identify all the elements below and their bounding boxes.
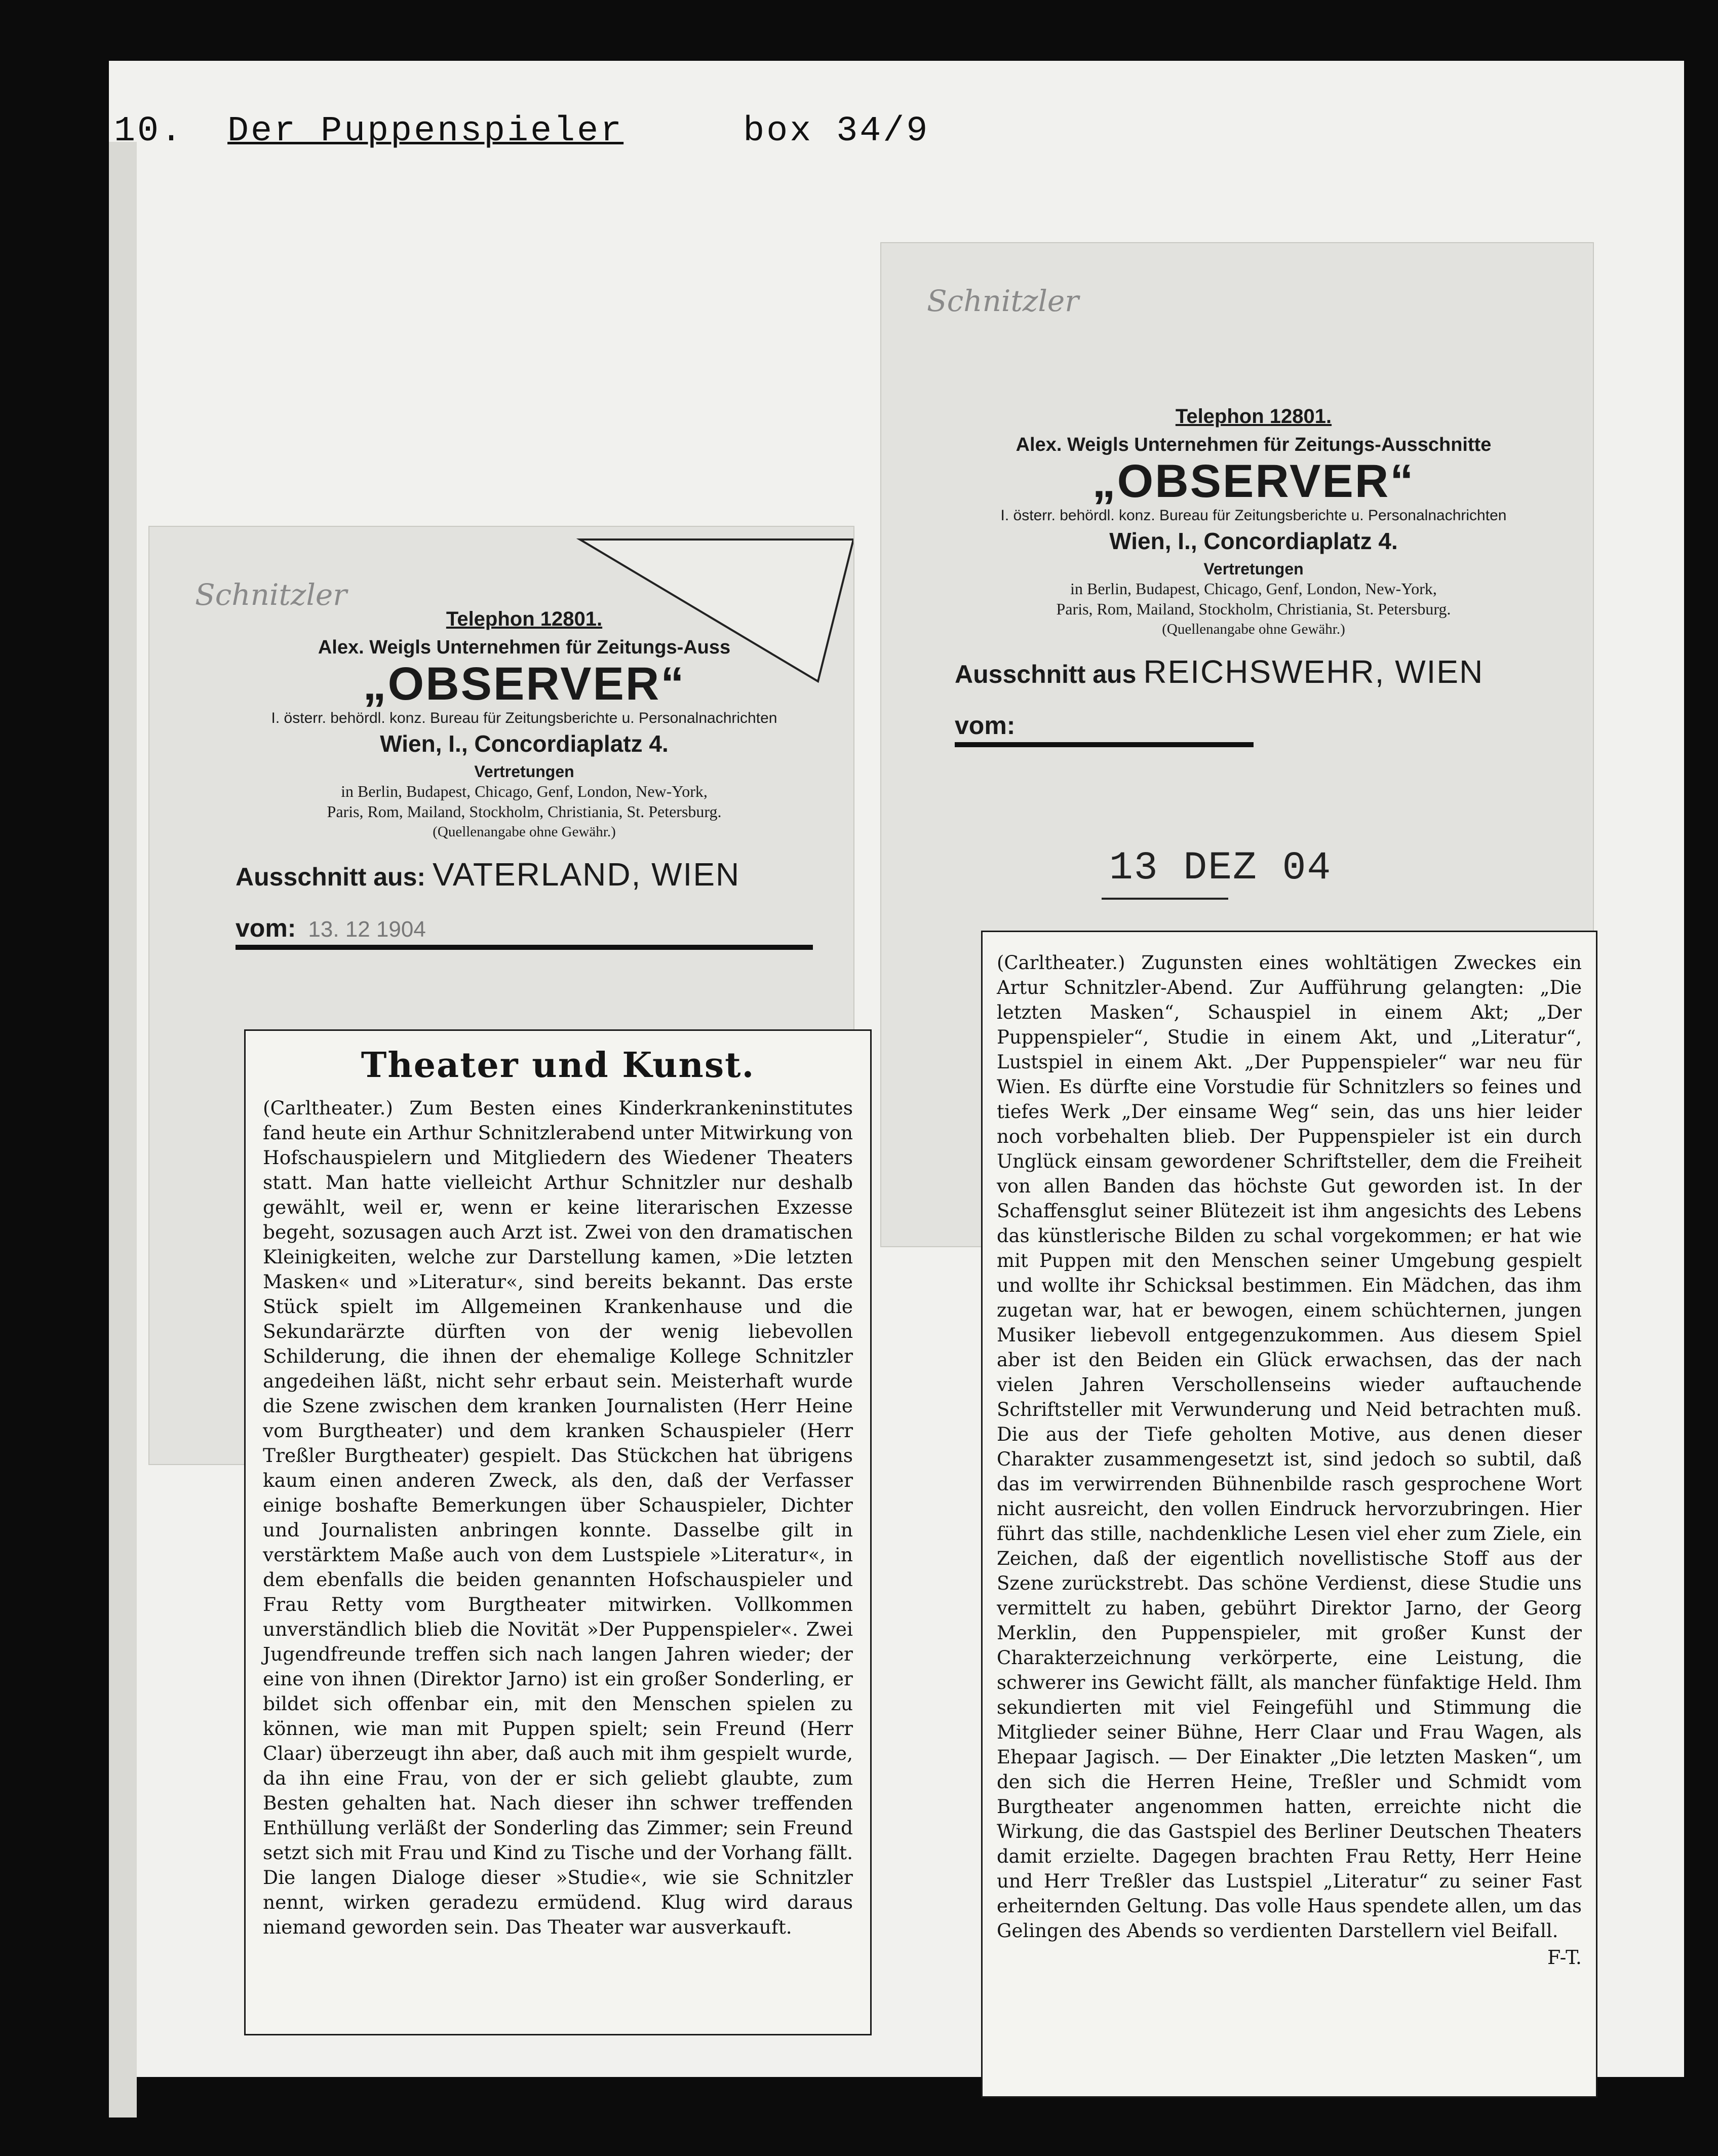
stamp-address: Wien, I., Concordiaplatz 4. <box>1109 528 1398 555</box>
stamp-cities-2: Paris, Rom, Mailand, Stockholm, Christiania, St. Petersburg. <box>327 802 722 821</box>
article-title: Theater und Kunst. <box>361 1045 755 1086</box>
ausschnitt-label: Ausschnitt aus <box>955 660 1137 689</box>
stamp-quelle: (Quellenangabe ohne Gewähr.) <box>433 824 616 840</box>
newspaper-name: VATERLAND, WIEN <box>432 856 740 893</box>
stamp-source <box>955 653 1552 690</box>
archive-header <box>114 111 929 151</box>
stamp-cities-1: in Berlin, Budapest, Chicago, Genf, London, New-York, <box>1070 580 1437 598</box>
stamp-rule <box>955 742 1254 747</box>
vom-label: vom: <box>955 711 1016 740</box>
stamp-source <box>236 856 813 893</box>
stamp-telephone: Telephon 12801. <box>1175 405 1332 428</box>
stamp-observer-name: „OBSERVER“ <box>1092 455 1415 507</box>
stamp-vom <box>236 913 813 943</box>
stamp-vertretungen: Vertretungen <box>1203 560 1304 579</box>
right-article <box>983 932 1596 2096</box>
right-observer-stamp <box>955 405 1552 747</box>
article-author: F-T. <box>1547 1946 1582 1969</box>
folded-corner <box>570 529 853 783</box>
newspaper-name: REICHSWEHR, WIEN <box>1143 653 1484 690</box>
adjacent-sheet-edge <box>109 142 137 2118</box>
right-clipping-signature: Schnitzler <box>927 284 1079 318</box>
left-article <box>246 1031 870 2034</box>
folder-number: 10. <box>114 111 184 151</box>
stamp-cities-1: in Berlin, Budapest, Chicago, Genf, London, New-York, <box>341 782 708 801</box>
archive-sheet <box>109 61 1684 2077</box>
stamp-observer-name: „OBSERVER“ <box>363 658 686 710</box>
stamp-cities-2: Paris, Rom, Mailand, Stockholm, Christiania, St. Petersburg. <box>1056 600 1451 619</box>
folder-title: Der Puppenspieler <box>227 111 624 151</box>
stamp-bureau: I. österr. behördl. konz. Bureau für Zeitungsberichte u. Personalnachrichten <box>1000 507 1507 524</box>
stamp-rule <box>236 945 813 950</box>
ausschnitt-label: Ausschnitt aus: <box>236 863 426 892</box>
stamp-address: Wien, I., Concordiaplatz 4. <box>380 730 669 757</box>
stamp-vertretungen: Vertretungen <box>474 762 574 781</box>
box-reference: box 34/9 <box>743 111 930 151</box>
stamp-firm: Alex. Weigls Unternehmen für Zeitungs-Ausschnitte <box>1016 434 1492 455</box>
left-clipping-signature: Schnitzler <box>195 578 347 612</box>
article-body: (Carltheater.) Zum Besten eines Kinderkrankeninstitutes fand heute ein Arthur Schnitzlerabend unter Mitwirkung von Hofschauspielern und Mitgliedern des Wiedener Theaters statt. Man hatte vielleicht Arthur Schnitzler nur deshalb gewählt, weil er, wenn er keine literarischen Exzesse begeht, sozusagen auch Arzt ist. Zwei von den dramatischen Kleinigkeiten, welche zur Darstellung kamen, »Die letzten Masken« und »Literatur«, sind bereits bekannt. Das erste Stück spielt im Allgemeinen Krankenhause und die Sekundarärzte dürften von der wenig liebevollen Schilderung, die ihnen der ehemalige Kollege Schnitzler angedeihen läßt, nicht sehr erbaut sein. Meisterhaft wurde die Szene zwischen dem kranken Journalisten (Herr Heine vom Burgtheater) und dem kranken Schauspieler (Herr Treßler Burgtheater) gespielt. Das Stückchen hat übrigens kaum einen anderen Zweck, als den, daß der Verfasser einige boshafte Bemerkungen über Schauspieler, Dichter und Journalisten anbringen konnte. Dasselbe gilt in verstärktem Maße auch von dem Lustspiele »Literatur«, in dem ebenfalls die beiden genannten Hofschauspieler und Frau Retty vom Burgtheater mitwirken. Vollkommen unverständlich blieb die Novität »Der Puppenspieler«. Zwei Jugendfreunde treffen sich nach langen Jahren wieder; der eine von ihnen (Direktor Jarno) ist ein großer Sonderling, er bildet sich offenbar ein, mit den Menschen spielen zu können, wie man mit Puppen spielt; sein Freund (Herr Claar) überzeugt ihn aber, daß auch mit ihm gespielt wurde, da ihn eine Frau, von der er sich geliebt glaubte, zum Besten gehalten hat. Nach dieser ihn schwer treffenden Enthüllung verläßt der Sonderling das Zimmer; sein Freund setzt sich mit Frau und Kind zu Tische und der Vorhang fällt. Die langen Dialoge dieser »Studie«, wie sie Schnitzler nennt, wirken geradezu ermüdend. Klug wird daraus niemand geworden sein. Das Theater war ausverkauft. <box>263 1097 853 1938</box>
stamp-telephone: Telephon 12801. <box>446 608 603 630</box>
article-body: (Carltheater.) Zugunsten eines wohltätigen Zweckes ein Artur Schnitzler-Abend. Zur Aufführung gelangten: „Die letzten Masken“, Schauspiel in einem Akt; „Der Puppenspieler“, Studie in einem Akt, und „Literatur“, Lustspiel in einem Akt. „Der Puppenspieler“ war neu für Wien. Es dürfte eine Vorstudie für Schnitzlers so feines und tiefes Werk „Der einsame Weg“ sein, das uns hier leider noch vorbehalten blieb. Der Puppenspieler ist ein durch Unglück einsam gewordener Schriftsteller, dem die Freiheit von allen Banden das höchste Gut geworden ist. In der Schaffensglut seiner Blütezeit ist ihm angesichts des Lebens das künstlerische Bilden zu schal vorgekommen; er hat wie mit Puppen mit den Menschen seiner Umgebung gespielt und wollte ihr Schicksal bestimmen. Ein Mädchen, das ihm zugetan war, hat er bewogen, einem schüchternen, jungen Musiker liebevoll entgegenzukommen. Aus diesem Spiel aber ist den Beiden ein Glück erwachsen, das der nach vielen Jahren Verschollenseins wieder auftauchende Schriftsteller mit Verwunderung und Neid betrachten muß. Die aus der Tiefe geholten Motive, aus denen dieser Charakter zusammengesetzt ist, sind jedoch so subtil, daß das im verwirrenden Bühnenbilde rasch gesprochene Wort nicht ausreicht, den vollen Eindruck hervorzubringen. Hier führt das stille, nachdenkliche Lesen viel eher zum Ziele, ein Zeichen, daß der eigentlich novellistische Stoff aus der Szene zurückstrebt. Das schöne Verdienst, diese Studie uns vermittelt zu haben, gebührt Direktor Jarno, der Georg Merklin, den Puppenspieler, mit großer Kunst der Charakterzeichnung verkörperte, eine Leistung, die schwerer ins Gewicht fällt, als mancher fünfaktige Held. Ihm sekundierten mit viel Feingefühl und Stimmung die Mitglieder seiner Bühne, Herr Claar und Frau Wagen, als Ehepaar Jagisch. — Der Einakter „Die letzten Masken“, um den sich die Herren Heine, Treßler und Schmidt vom Burgtheater angenommen hatten, erreichte nicht die Wirkung, die das Gastspiel des Berliner Deutschen Theaters damit erzielte. Dagegen brachten Frau Retty, Herr Heine und Herr Treßler das Lustspiel „Literatur“ zu seiner Fast erheiternden Geltung. Das volle Haus spendete allen, um das Gelingen des Abends so verdienten Darstellern viel Beifall. <box>997 952 1582 1942</box>
right-date-stamp: 13 DEZ 04 <box>1109 846 1332 891</box>
clipping-date: 13. 12 1904 <box>308 917 426 942</box>
stamp-bureau: I. österr. behördl. konz. Bureau für Zeitungsberichte u. Personalnachrichten <box>271 710 777 727</box>
date-stamp-rule <box>1102 898 1228 900</box>
stamp-vom <box>955 711 1552 740</box>
stamp-firm: Alex. Weigls Unternehmen für Zeitungs-Auss <box>318 637 731 658</box>
stamp-quelle: (Quellenangabe ohne Gewähr.) <box>1162 621 1345 638</box>
vom-label: vom: <box>236 914 296 943</box>
